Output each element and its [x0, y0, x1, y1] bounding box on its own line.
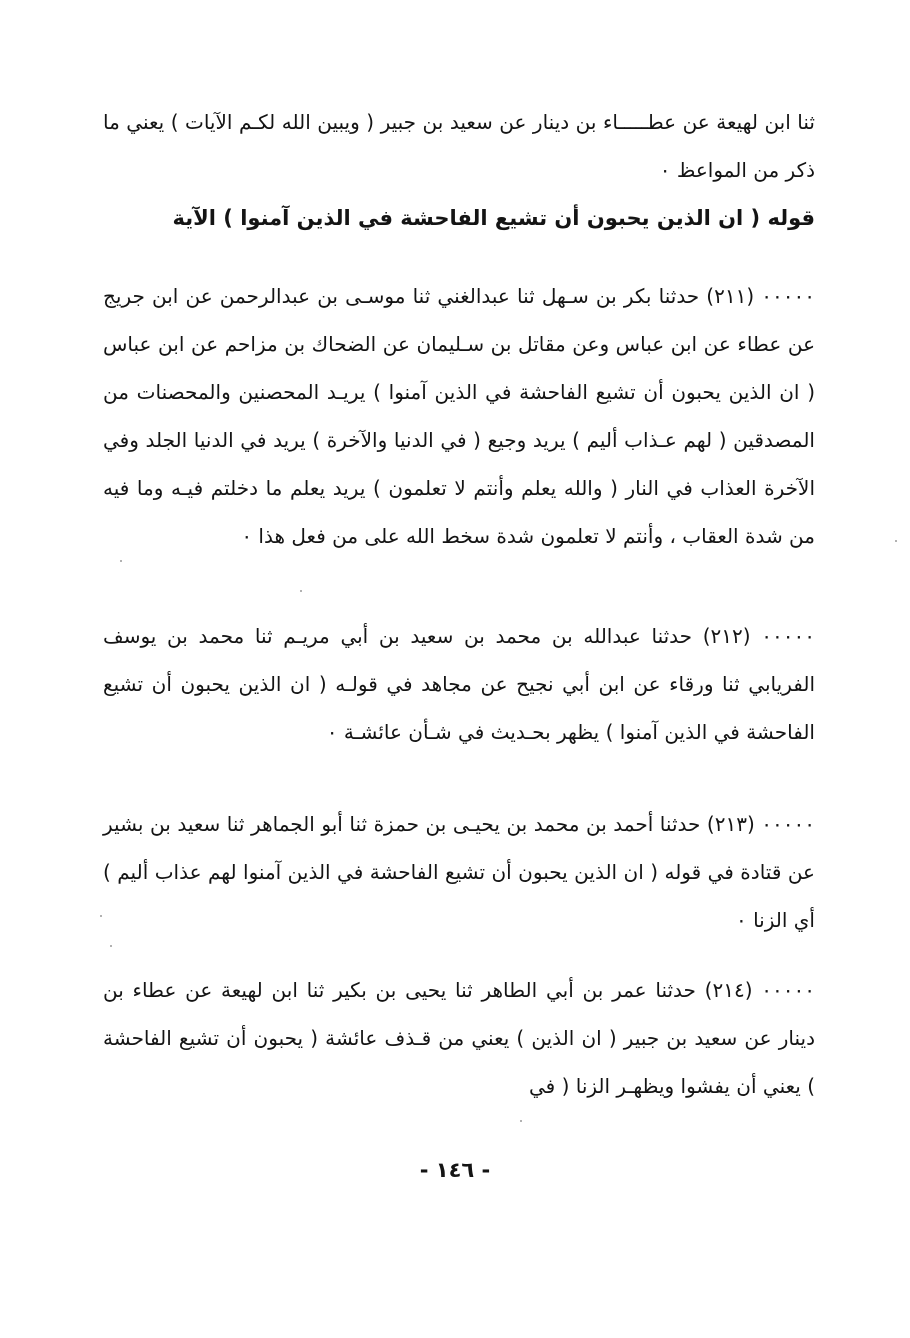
section-heading: قوله ( ان الذين يحبون أن تشيع الفاحشة في الذين آمنوا ) الآية: [172, 206, 815, 230]
hadith-214-paragraph: ٠٠٠٠٠ (٢١٤) حدثنا عمر بن أبي الطاهر ثنا يحيى بن بكير ثنا ابن لهيعة عن عطاء بن دينار عن سعيد بن جبير ( ان الذين ) يعني من قـذف عائشة ( يحبون أن تشيع الفاحشة ) يعني أن يفشوا ويظهـر الزنا ( في: [103, 978, 815, 1098]
hadith-212-paragraph: ٠٠٠٠٠ (٢١٢) حدثنا عبدالله بن محمد بن سعيد بن أبي مريـم ثنا محمد بن يوسف الفريابي ثنا ورقاء عن ابن أبي نجيح عن مجاهد في قولـه ( ان الذين يحبون أن تشيع الفاحشة في الذين آمنوا ) يظهر بحـديث في شـأن عائشـة ٠: [103, 624, 815, 744]
hadith-213-paragraph: ٠٠٠٠٠ (٢١٣) حدثنا أحمد بن محمد بن يحيـى بن حمزة ثنا أبو الجماهر ثنا سعيد بن بشير عن قتادة في قوله ( ان الذين يحبون أن تشيع الفاحشة في الذين آمنوا لهم عذاب أليم ) أي الزنا ٠: [103, 812, 815, 932]
scan-speck: [120, 560, 122, 562]
scan-speck: [110, 945, 112, 947]
hadith-211-paragraph: ٠٠٠٠٠ (٢١١) حدثنا بكر بن سـهل ثنا عبدالغني ثنا موسـى بن عبدالرحمن عن ابن جريج عن عطاء عن ابن عباس وعن مقاتل بن سـليمان عن الضحاك بن مزاحم عن ابن عباس ( ان الذين يحبون أن تشيع الفاحشة في الذين آمنوا ) يريـد المحصنين والمحصنات من المصدقين ( لهم عـذاب أليم ) يريد وجيع ( في الدنيا والآخرة ) يريد في الدنيا الجلد وفي الآخرة العذاب في النار ( والله يعلم وأنتم لا تعلمون ) يريد يعلم ما دخلتم فيـه وما فيه من شدة العقاب ، وأنتم لا تعلمون شدة سخط الله على من فعل هذا ٠: [103, 284, 815, 548]
intro-paragraph: ثنا ابن لهيعة عن عطـــــاء بن دينار عن سعيد بن جبير ( ويبين الله لكـم الآيات ) يعني ما ذكر من المواعظ ٠: [103, 110, 815, 182]
scan-speck: [100, 915, 102, 917]
page-number: - ١٤٦ -: [419, 1158, 491, 1182]
scan-speck: [520, 1120, 522, 1122]
scan-speck: [300, 590, 302, 592]
scan-speck: [895, 540, 897, 542]
